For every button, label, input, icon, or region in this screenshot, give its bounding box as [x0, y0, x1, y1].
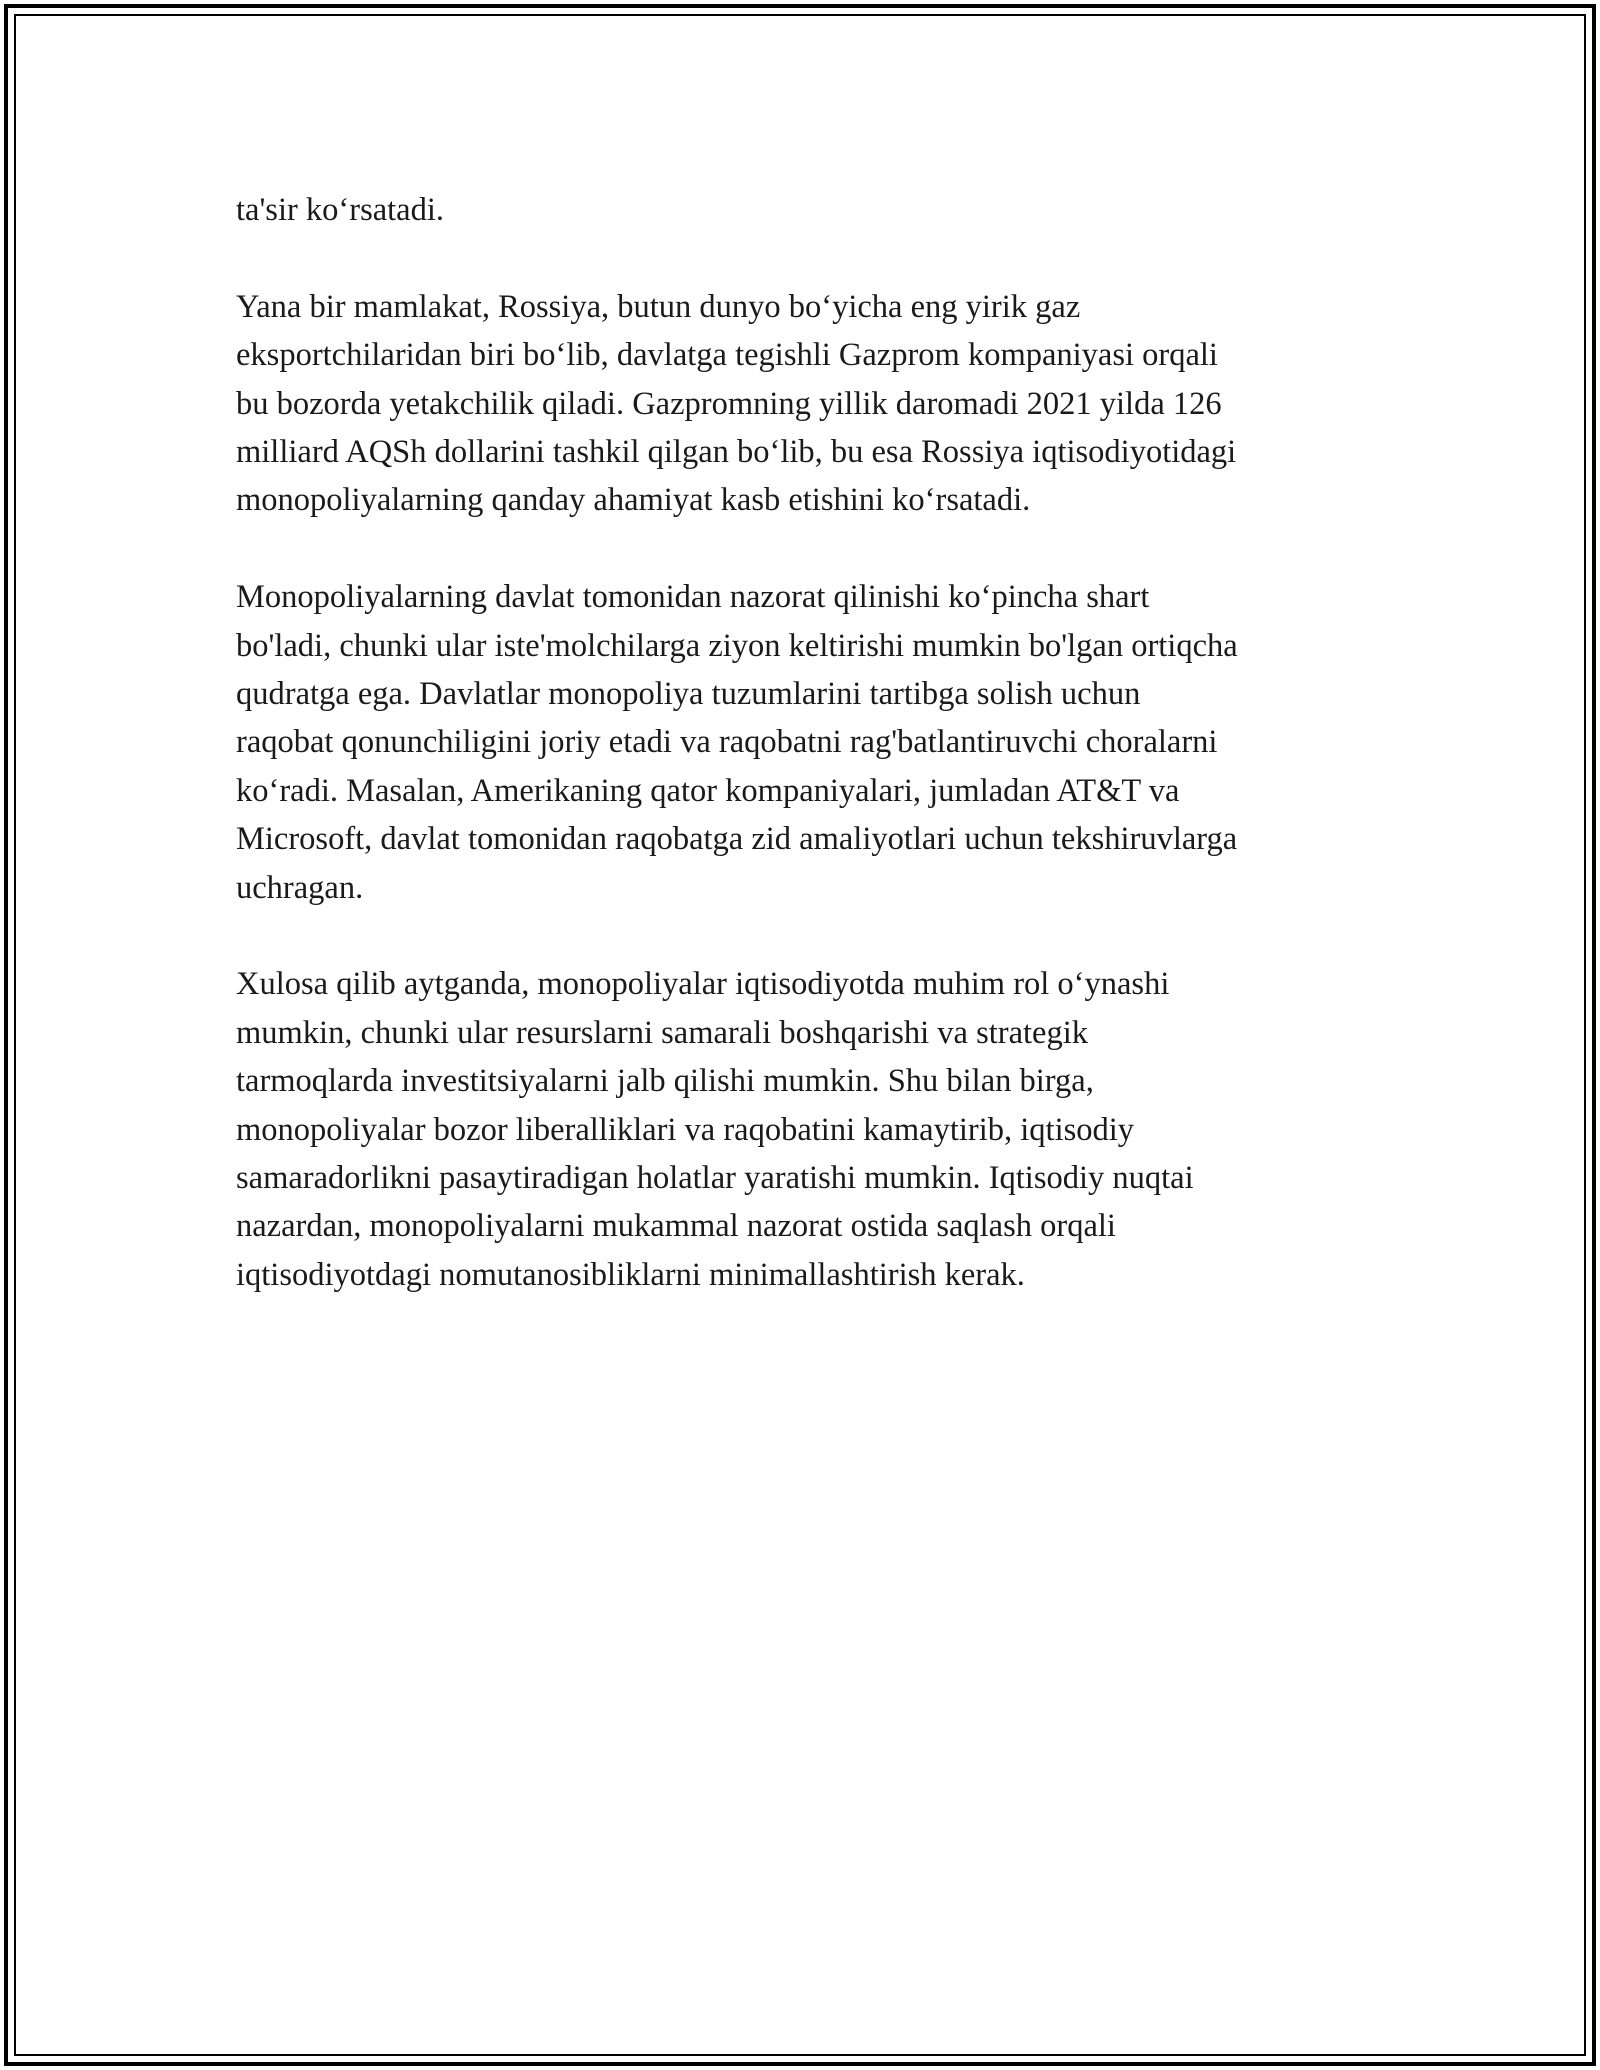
- text-line: samaradorlikni pasaytiradigan holatlar yaratishi mumkin. Iqtisodiy nuqtai: [236, 1160, 1194, 1197]
- paragraph-4: [236, 960, 1376, 1299]
- text-line: Yana bir mamlakat, Rossiya, butun dunyo bo‘yicha eng yirik gaz: [236, 288, 1081, 325]
- text-line: Microsoft, davlat tomonidan raqobatga zid amaliyotlari uchun tekshiruvlarga: [236, 821, 1238, 858]
- text-line: ta'sir ko‘rsatadi.: [236, 192, 445, 228]
- text-line: ko‘radi. Masalan, Amerikaning qator kompaniyalari, jumladan AT&T va: [236, 772, 1180, 809]
- text-line: milliard AQSh dollarini tashkil qilgan bo‘lib, bu esa Rossiya iqtisodiyotidagi: [236, 434, 1237, 471]
- paragraph-1: [236, 186, 1376, 234]
- text-line: bo'ladi, chunki ular iste'molchilarga ziyon keltirishi mumkin bo'lgan ortiqcha: [236, 627, 1238, 664]
- text-line: uchragan.: [236, 869, 364, 906]
- text-line: mumkin, chunki ular resurslarni samarali boshqarishi va strategik: [236, 1014, 1089, 1051]
- text-line: Monopoliyalarning davlat tomonidan nazorat qilinishi ko‘pincha shart: [236, 579, 1150, 616]
- text-line: raqobat qonunchiligini joriy etadi va raqobatni rag'batlantiruvchi choralarni: [236, 724, 1218, 761]
- text-line: monopoliyalarning qanday ahamiyat kasb etishini ko‘rsatadi.: [236, 482, 1031, 519]
- paragraph-2: [236, 283, 1376, 525]
- paragraph-3: [236, 573, 1376, 912]
- text-line: monopoliyalar bozor liberalliklari va raqobatini kamaytirib, iqtisodiy: [236, 1111, 1135, 1148]
- text-line: eksportchilaridan biri bo‘lib, davlatga tegishli Gazprom kompaniyasi orqali: [236, 337, 1218, 374]
- text-line: iqtisodiyotdagi nomutanosibliklarni minimallashtirish kerak.: [236, 1256, 1025, 1293]
- text-line: qudratga ega. Davlatlar monopoliya tuzumlarini tartibga solish uchun: [236, 676, 1141, 713]
- text-line: nazardan, monopoliyalarni mukammal nazorat ostida saqlash orqali: [236, 1208, 1116, 1245]
- document-body: [236, 186, 1376, 1348]
- text-line: tarmoqlarda investitsiyalarni jalb qilishi mumkin. Shu bilan birga,: [236, 1063, 1094, 1100]
- text-line: Xulosa qilib aytganda, monopoliyalar iqtisodiyotda muhim rol o‘ynashi: [236, 966, 1170, 1003]
- text-line: bu bozorda yetakchilik qiladi. Gazpromning yillik daromadi 2021 yilda 126: [236, 385, 1222, 422]
